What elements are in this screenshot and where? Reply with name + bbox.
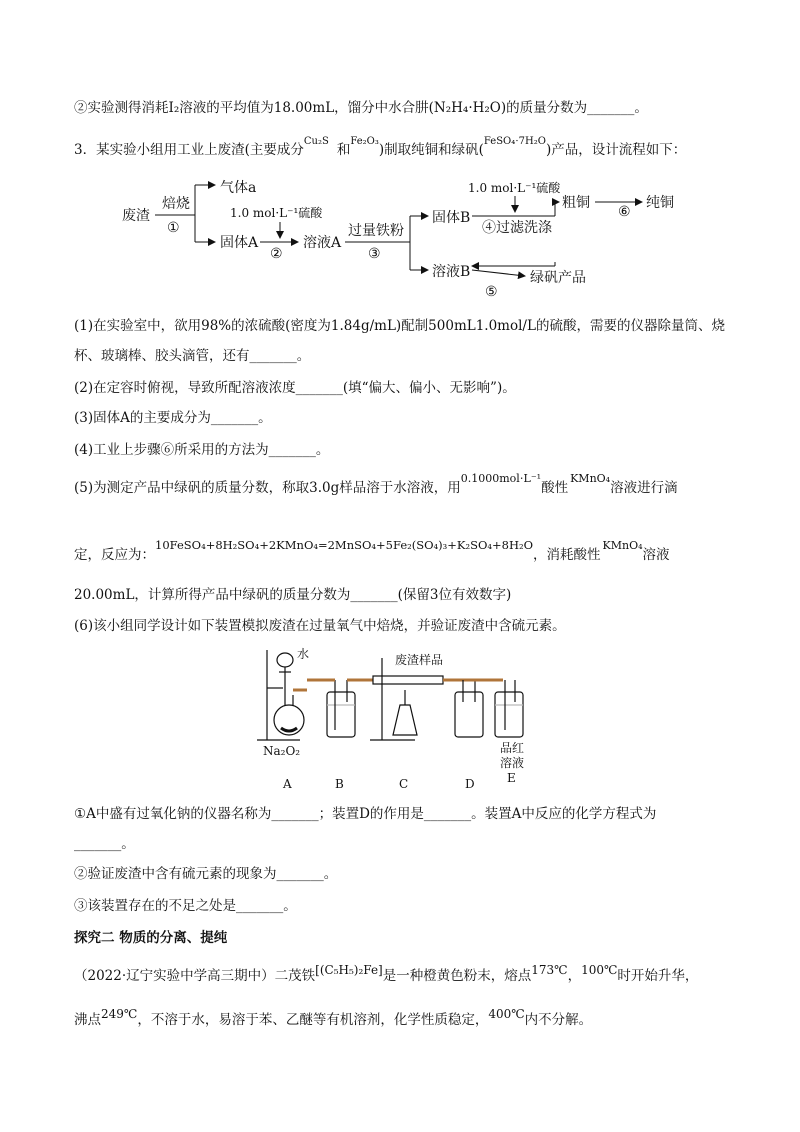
section2-heading: 探究二 物质的分离、提纯 [74, 930, 228, 946]
flow-crude: 粗铜 [562, 195, 590, 211]
q3-p4: (4)工业上步骤⑥所采用的方法为_______。 [74, 442, 330, 458]
label-D: D [465, 777, 475, 791]
q3-p5a-end: 溶液进行滴 [610, 480, 678, 496]
sublimation-temp: 100℃ [581, 963, 618, 977]
boiling-point: 249℃ [101, 1007, 138, 1021]
section2-line2-b: ，不溶于水，易溶于苯、乙醚等有机溶剂，化学性质稳定， [137, 1012, 489, 1028]
flow-pure: 纯铜 [646, 195, 674, 211]
kmno4-formula: KMnO₄ [570, 472, 611, 485]
process-flow-diagram [110, 170, 710, 300]
fe2o3-formula: Fe₂O₃ [350, 136, 379, 147]
section2-line2-a: 沸点 [74, 1012, 101, 1028]
flow-acid2: 1.0 mol·L⁻¹硫酸 [468, 181, 561, 195]
section2-intro-b: 是一种橙黄色粉末，熔点 [382, 968, 532, 984]
apparatus-diagram [255, 640, 545, 795]
section2-line1 [74, 963, 699, 986]
q3-p1b: 杯、玻璃棒、胶头滴管，还有_______。 [74, 348, 311, 364]
flow-solB: 溶液B [432, 264, 471, 280]
flow-solA: 溶液A [303, 235, 342, 251]
section2-intro-d: 时开始升华， [617, 968, 699, 984]
flow-iron: 过量铁粉 [348, 223, 404, 239]
flow-solidB: 固体B [432, 210, 471, 226]
label-sample: 废渣样品 [395, 653, 444, 667]
ferrocene-formula: [(C₅H₅)₂Fe] [315, 963, 383, 977]
q3-p2: (2)在定容时俯视，导致所配溶液浓度_______(填“偏大、偏小、无影响”)。 [74, 380, 516, 396]
q3-intro-b: )制取纯铜和绿矾( [378, 142, 484, 158]
section2-line2 [74, 1007, 593, 1030]
q3-p6: (6)该小组同学设计如下装置模拟废渣在过量氧气中焙烧，并验证废渣中含硫元素。 [74, 618, 566, 634]
flow-step4: ④过滤洗涤 [482, 220, 552, 236]
q3-p5b-mid: ，消耗酸性 [533, 547, 601, 563]
q3-p3: (3)固体A的主要成分为_______。 [74, 410, 272, 426]
q3-p1a: (1)在实验室中，欲用98%的浓硫酸(密度为1.84g/mL)配制500mL1.0mol/L的硫酸，需要的仪器除量筒、烧 [74, 318, 725, 334]
label-na2o2: Na₂O₂ [263, 744, 301, 758]
q3-intro [74, 136, 687, 162]
feso4-formula: FeSO₄⋅7H₂O [483, 136, 546, 147]
flow-step3: ③ [368, 246, 381, 262]
flow-solidA: 固体A [220, 235, 259, 251]
and-text: 和 [336, 142, 351, 158]
q3-p5b [74, 538, 670, 566]
melting-point: 173℃ [531, 963, 568, 977]
flow-acid1: 1.0 mol·L⁻¹硫酸 [230, 206, 323, 220]
flow-step5: ⑤ [485, 284, 498, 300]
section2-intro-c: ， [567, 968, 582, 984]
q3-p5a [74, 472, 678, 499]
q3-p5a-text: (5)为测定产品中绿矾的质量分数，称取3.0g样品溶于水溶液，用 [74, 480, 461, 496]
cu2s-formula: Cu₂S [303, 136, 329, 147]
reaction-equation: 10FeSO₄+8H₂SO₄+2KMnO₄=2MnSO₄+5Fe₂(SO₄)₃+K₂SO₄+8H₂O [155, 538, 534, 552]
label-B: B [335, 777, 344, 791]
q6-1a: ①A中盛有过氧化钠的仪器名称为_______；装置D的作用是_______。装置A中反应的化学方程式为 [74, 806, 657, 822]
section2-intro-a: （2022·辽宁实验中学高三期中）二茂铁 [74, 968, 316, 984]
q3-p5c: 20.00mL，计算所得产品中绿矾的质量分数为_______(保留3位有效数字) [74, 587, 512, 603]
flow-roast: 焙烧 [162, 196, 190, 212]
flow-step1: ① [167, 220, 180, 236]
q6-1b: _______。 [74, 836, 135, 852]
label-A: A [283, 777, 292, 791]
section2-line2-c: 内不分解。 [524, 1012, 593, 1028]
q6-2: ②验证废渣中含有硫元素的现象为_______。 [74, 866, 338, 882]
flow-waste: 废渣 [122, 208, 150, 224]
q3-intro-a: 3．某实验小组用工业上废渣(主要成分 [74, 142, 304, 158]
decomposition-temp: 400℃ [488, 1007, 525, 1021]
flow-step6: ⑥ [618, 204, 631, 220]
label-pink-b: 溶液 [500, 756, 525, 770]
label-E: E [507, 771, 516, 785]
label-C: C [399, 777, 409, 791]
flow-step2: ② [270, 246, 283, 262]
kmno4-formula-2: KMnO₄ [602, 539, 643, 552]
q6-3: ③该装置存在的不足之处是_______。 [74, 898, 297, 914]
q3-intro-c: )产品，设计流程如下： [545, 142, 687, 158]
label-pink-a: 品红 [500, 741, 525, 755]
label-water: 水 [297, 647, 310, 661]
acidic-text: 酸性 [541, 480, 569, 496]
flow-gas: 气体a [220, 180, 257, 196]
flow-green: 绿矾产品 [530, 270, 586, 286]
q2-line1: ②实验测得消耗I₂溶液的平均值为18.00mL，馏分中水合肼(N₂H₄·H₂O)的质量分数为_______。 [74, 100, 648, 116]
q3-p5b-end: 溶液 [642, 547, 670, 563]
q3-p5b-start: 定，反应为： [74, 547, 155, 563]
kmno4-concentration: 0.1000mol⋅L⁻¹ [460, 472, 542, 485]
